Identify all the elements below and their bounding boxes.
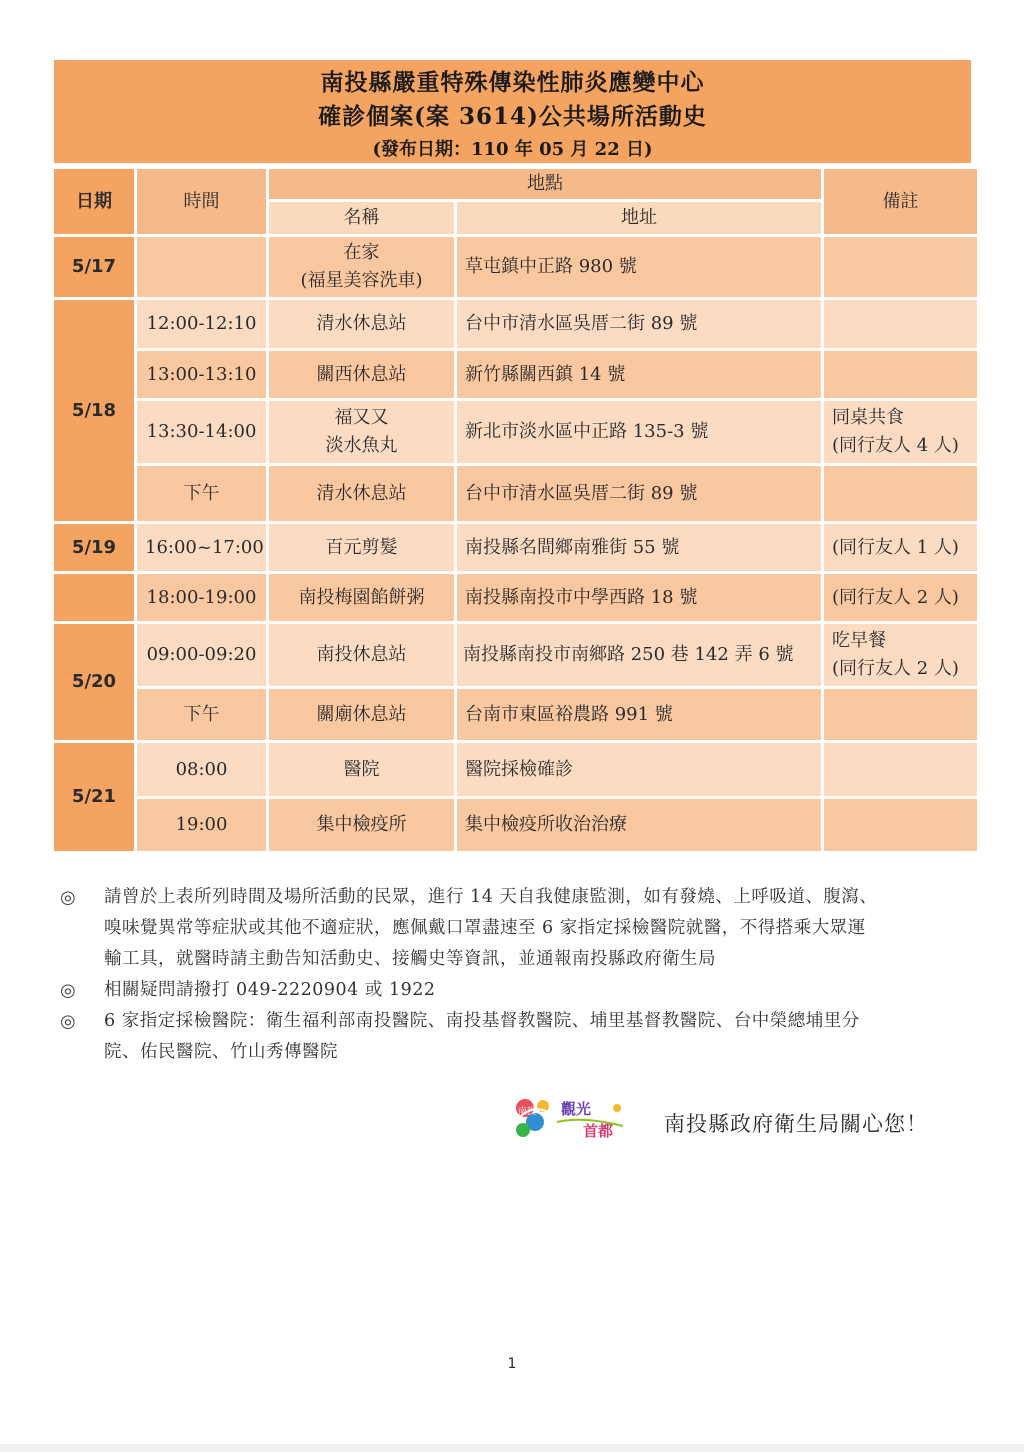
note-hospitals [60,1006,970,1068]
date-cell [54,574,134,621]
note-health-monitoring [60,882,970,975]
closing-message: 南投縣政府衛生局關心您！ [664,1112,928,1136]
table-row [54,466,977,521]
table-row [54,524,977,571]
time-cell: 下午 [137,466,266,521]
note-cell: (同行友人 1 人) [824,524,977,571]
header-place: 地點 [269,169,821,199]
table-row [54,743,977,796]
note-line: (同行友人 4 人) [832,435,959,456]
bullet-mark: ◎ [60,1011,77,1032]
table-row [54,351,977,398]
header-title-line2: 確診個案(案 3614)公共場所活動史 [318,103,707,130]
address-cell: 南投縣南投市南鄉路 250 巷 142 弄 6 號 [457,624,821,686]
note-hotline [60,975,970,1006]
release-date: (發布日期：110 年 05 月 22 日) [372,139,653,160]
header-date: 日期 [54,169,134,234]
address-cell: 新北市淡水區中正路 135-3 號 [457,401,821,463]
activity-table [51,166,980,854]
name-line: 淡水魚丸 [325,435,398,456]
note-line: 請曾於上表所列時間及場所活動的民眾，進行 14 天自我健康監測，如有發燒、上呼吸道、腹瀉、 [104,887,878,907]
time-cell [137,237,266,297]
note-cell [824,466,977,521]
name-cell: 清水休息站 [269,300,454,348]
table-row [54,237,977,297]
address-cell: 草屯鎮中正路 980 號 [457,237,821,297]
document-header [54,60,971,163]
note-cell [824,743,977,796]
name-line: 在家 [343,242,380,264]
page-number: 1 [507,1356,517,1372]
notes-section [60,882,970,1068]
note-line: 6 家指定採檢醫院：衛生福利部南投醫院、南投基督教醫院、埔里基督教醫院、台中榮總埔里分 [104,1011,860,1031]
address-cell: 醫院採檢確診 [457,743,821,796]
note-line: 相關疑問請撥打 049-2220904 或 1922 [104,980,436,1000]
header-time: 時間 [137,169,266,234]
note-cell: (同行友人 2 人) [824,574,977,621]
note-line: 同桌共食 [832,407,904,429]
time-cell: 下午 [137,689,266,740]
name-cell: 集中檢疫所 [269,799,454,851]
header-address: 地址 [457,202,821,234]
time-cell: 18:00-19:00 [137,574,266,621]
note-line: (同行友人 2 人) [832,658,959,679]
note-line: 輸工具，就醫時請主動告知活動史、接觸史等資訊，並通報南投縣政府衛生局 [104,949,716,969]
address-cell: 台中市清水區吳厝二街 89 號 [457,300,821,348]
time-cell: 19:00 [137,799,266,851]
address-cell: 台南市東區裕農路 991 號 [457,689,821,740]
note-line: 嗅味覺異常等症狀或其他不適症狀，應佩戴口罩盡速至 6 家指定採檢醫院就醫，不得搭乘大眾運 [104,918,866,938]
name-cell: 南投休息站 [269,624,454,686]
address-cell: 南投縣南投市中學西路 18 號 [457,574,821,621]
name-cell: 醫院 [269,743,454,796]
note-cell [824,624,977,686]
bullet-mark: ◎ [60,887,77,908]
table-row [54,574,977,621]
time-cell: 13:30-14:00 [137,401,266,463]
date-cell: 5/18 [54,300,134,521]
note-cell [824,689,977,740]
logo-mark-text: 南投 [518,1107,537,1117]
note-line: 吃早餐 [832,630,886,652]
name-cell: 清水休息站 [269,466,454,521]
header-title-line1: 南投縣嚴重特殊傳染性肺炎應變中心 [320,69,705,96]
name-cell: 南投梅園餡餅粥 [269,574,454,621]
tourism-capital-logo [513,1092,629,1144]
header-name: 名稱 [269,202,454,234]
address-cell: 新竹縣關西鎮 14 號 [457,351,821,398]
page-edge [0,1444,1024,1452]
note-cell [824,237,977,297]
address-cell: 台中市清水區吳厝二街 89 號 [457,466,821,521]
date-cell: 5/20 [54,624,134,740]
note-cell [824,799,977,851]
table-row [54,300,977,348]
table-row [54,689,977,740]
name-cell [269,401,454,463]
name-cell [269,237,454,297]
time-cell: 12:00-12:10 [137,300,266,348]
name-cell: 百元剪髮 [269,524,454,571]
time-cell: 09:00-09:20 [137,624,266,686]
logo-text-top: 觀光 [561,1100,592,1118]
address-cell: 集中檢疫所收治治療 [457,799,821,851]
header-note: 備註 [824,169,977,234]
note-cell [824,401,977,463]
date-cell: 5/19 [54,524,134,571]
time-cell: 16:00~17:00 [137,524,266,571]
bullet-mark: ◎ [60,980,77,1001]
table-row [54,624,977,686]
time-cell: 08:00 [137,743,266,796]
table-row [54,401,977,463]
name-cell: 關西休息站 [269,351,454,398]
address-cell: 南投縣名間鄉南雅街 55 號 [457,524,821,571]
date-cell: 5/17 [54,237,134,297]
time-cell: 13:00-13:10 [137,351,266,398]
date-cell: 5/21 [54,743,134,851]
note-cell [824,300,977,348]
name-line: (福星美容洗車) [300,270,423,291]
note-cell [824,351,977,398]
note-line: 院、佑民醫院、竹山秀傳醫院 [104,1042,338,1062]
logo-text-bottom: 首都 [583,1122,614,1140]
name-cell: 關廟休息站 [269,689,454,740]
name-line: 福又又 [334,407,389,429]
table-row [54,799,977,851]
